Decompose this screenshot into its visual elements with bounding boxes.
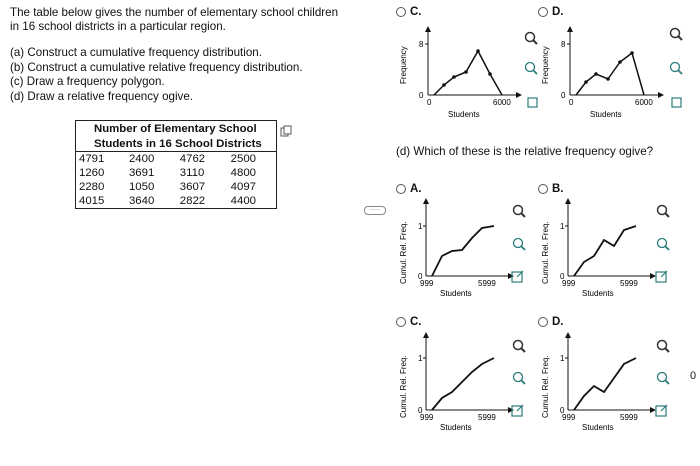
data-point: [584, 80, 588, 84]
data-point: [452, 75, 456, 79]
table-cell: 3110: [179, 167, 205, 179]
ogive-line: [574, 358, 636, 410]
y-axis-arrow: [423, 332, 429, 338]
radio-button[interactable]: [396, 317, 406, 327]
zoom-in-icon[interactable]: [511, 338, 527, 354]
x-tick-end: 5999: [478, 279, 496, 288]
table-header-line1: Number of Elementary School: [94, 123, 257, 135]
part-d-text: (d) Draw a relative frequency ogive.: [10, 89, 194, 103]
x-tick-end: 6000: [493, 98, 511, 107]
y-axis-arrow: [423, 198, 429, 204]
y-tick-zero: 0: [418, 406, 423, 415]
data-point: [594, 72, 598, 76]
x-tick-start: 999: [420, 279, 434, 288]
x-axis-arrow: [658, 92, 664, 98]
y-axis-label: Cumul. Rel. Freq.: [541, 221, 550, 284]
y-axis-label: Cumul. Rel. Freq.: [399, 355, 408, 418]
y-axis-label: Frequency: [399, 46, 408, 84]
data-point: [488, 72, 492, 76]
y-axis-label: Cumul. Rel. Freq.: [541, 355, 550, 418]
option-c-freq-polygon[interactable]: [396, 6, 422, 18]
part-c-text: (c) Draw a frequency polygon.: [10, 75, 165, 88]
table-header-line2: Students in 16 School Districts: [94, 138, 262, 150]
radio-button[interactable]: [538, 7, 548, 17]
students-table: [75, 120, 277, 209]
y-tick-label: 1: [560, 354, 565, 363]
open-external-icon[interactable]: [655, 404, 671, 420]
y-axis-arrow: [567, 26, 573, 32]
option-label: B.: [552, 183, 564, 195]
y-axis-label: Frequency: [541, 46, 550, 84]
ogive-line: [432, 358, 494, 410]
part-a-text: (a) Construct a cumulative frequency distribution.: [10, 46, 262, 59]
open-external-icon[interactable]: [511, 404, 527, 420]
table-cell: 3640: [128, 195, 155, 207]
table-cell: 2822: [179, 195, 206, 207]
ogive-graph-a: [398, 196, 526, 304]
radio-button[interactable]: [538, 317, 548, 327]
zoom-out-icon[interactable]: [511, 236, 527, 252]
table-cell: 4097: [230, 181, 256, 193]
table-cell: 4400: [230, 195, 256, 207]
table-cell: 3607: [179, 181, 206, 193]
x-tick-start: 999: [420, 413, 434, 422]
data-point: [630, 51, 634, 55]
y-tick-label: 8: [561, 40, 566, 49]
option-d-freq-polygon[interactable]: [538, 6, 564, 18]
option-label: C.: [410, 6, 422, 18]
option-c-ogive[interactable]: [396, 316, 422, 328]
zoom-out-icon[interactable]: [655, 236, 671, 252]
copy-icon[interactable]: [280, 124, 292, 142]
ogive-line: [432, 226, 494, 276]
y-tick-zero: 0: [418, 272, 423, 281]
ogive-line: [574, 226, 636, 276]
data-point: [476, 49, 480, 53]
zoom-in-icon[interactable]: [655, 203, 671, 219]
x-tick-end: 5999: [620, 413, 638, 422]
table-cell: 2500: [225, 152, 277, 167]
radio-button[interactable]: [538, 184, 548, 194]
y-tick-zero: 0: [419, 91, 424, 100]
table-row: [76, 180, 277, 194]
y-tick-zero: 0: [560, 272, 565, 281]
x-axis-label: Students: [582, 423, 614, 432]
table-cell: 4791: [76, 152, 123, 167]
data-point: [606, 77, 610, 81]
zoom-in-icon[interactable]: [668, 26, 684, 42]
part-b-text: (b) Construct a cumulative relative frequency distribution.: [10, 60, 303, 74]
table-row: [76, 166, 277, 180]
zoom-out-icon[interactable]: [511, 370, 527, 386]
y-tick-label: 1: [418, 354, 423, 363]
option-a-ogive[interactable]: [396, 183, 422, 195]
table-cell: 4015: [79, 195, 105, 207]
y-tick-zero: 0: [560, 406, 565, 415]
table-cell: 3691: [128, 167, 155, 179]
data-point: [618, 60, 622, 64]
x-axis-label: Students: [590, 110, 622, 119]
freq-polygon-graph-d: [540, 22, 668, 126]
open-external-icon[interactable]: [655, 270, 671, 286]
y-axis-arrow: [565, 332, 571, 338]
question-parts: [10, 46, 350, 104]
y-axis-arrow: [565, 198, 571, 204]
table-cell: 1050: [128, 181, 155, 193]
option-b-ogive[interactable]: [538, 183, 564, 195]
table-cell: 4800: [230, 167, 256, 179]
data-point: [442, 83, 446, 87]
option-label: C.: [410, 316, 422, 328]
part-d-question: (d) Which of these is the relative frequency ogive?: [396, 145, 654, 158]
polygon-line: [434, 51, 502, 95]
zoom-out-icon[interactable]: [523, 60, 539, 76]
x-tick-start: 999: [562, 413, 576, 422]
zoom-in-icon[interactable]: [655, 338, 671, 354]
table-cell: 4762: [174, 152, 225, 167]
y-axis-label: Cumul. Rel. Freq.: [399, 221, 408, 284]
x-axis-arrow: [516, 92, 522, 98]
edge-text: 0: [690, 370, 697, 382]
polygon-line: [576, 53, 644, 95]
x-tick-end: 6000: [635, 98, 653, 107]
x-tick-end: 5999: [478, 413, 496, 422]
option-label: D.: [552, 316, 564, 328]
table-cell: 2400: [123, 152, 174, 167]
ogive-graph-c: [398, 330, 526, 438]
y-tick-label: 1: [560, 222, 565, 231]
x-axis-label: Students: [448, 110, 480, 119]
x-tick-start: 999: [562, 279, 576, 288]
x-axis-label: Students: [440, 423, 472, 432]
x-axis-label: Students: [582, 289, 614, 298]
y-tick-zero: 0: [561, 91, 566, 100]
zoom-in-icon[interactable]: [523, 30, 539, 46]
zoom-in-icon[interactable]: [511, 203, 527, 219]
panel-resize-handle[interactable]: ·····: [364, 206, 386, 215]
y-axis-arrow: [425, 26, 431, 32]
x-axis-label: Students: [440, 289, 472, 298]
table-cell: 1260: [79, 167, 105, 179]
zoom-out-icon[interactable]: [655, 370, 671, 386]
radio-button[interactable]: [396, 7, 406, 17]
option-label: D.: [552, 6, 564, 18]
option-label: A.: [410, 183, 422, 195]
x-tick-zero: 0: [569, 98, 574, 107]
x-tick-zero: 0: [427, 98, 432, 107]
table-row: [76, 152, 277, 167]
data-point: [464, 70, 468, 74]
table-row: [76, 194, 277, 209]
ogive-graph-b: [540, 196, 668, 304]
x-tick-end: 5999: [620, 279, 638, 288]
option-d-ogive[interactable]: [538, 316, 564, 328]
ogive-graph-d: [540, 330, 668, 438]
radio-button[interactable]: [396, 184, 406, 194]
question-intro: The table below gives the number of elementary school children in 16 school districts in a particular region.: [10, 6, 339, 33]
freq-polygon-graph-c: [398, 22, 526, 126]
open-external-icon[interactable]: [511, 270, 527, 286]
zoom-out-icon[interactable]: [668, 60, 684, 76]
y-tick-label: 8: [419, 40, 424, 49]
open-external-icon[interactable]: [670, 95, 686, 111]
table-cell: 2280: [79, 181, 105, 193]
y-tick-label: 1: [418, 222, 423, 231]
